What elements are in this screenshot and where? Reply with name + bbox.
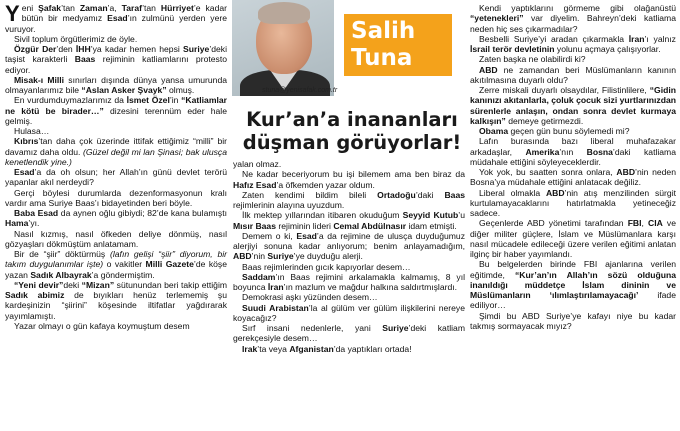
- text-run: ’ta veya: [257, 343, 290, 354]
- text-run: ’a da oh olsun; her Allah’ın günü devlet terörü yapanlar akıl nerdeydi?: [5, 167, 227, 188]
- text-run: İlk mektep yıllarından itibaren okuduğum: [242, 210, 403, 221]
- text-run: ’a göndermiştim.: [91, 269, 155, 280]
- text-run: Saddam: [242, 271, 276, 282]
- text-run: CIA: [648, 218, 663, 229]
- paragraph: [5, 136, 227, 167]
- paragraph: [470, 136, 676, 167]
- text-run: Esad: [107, 13, 128, 24]
- text-run: Yok yok, bu saatten sonra onlara,: [479, 167, 617, 177]
- paragraph: [5, 167, 227, 188]
- text-run: Demokrasi aşkı yüzünden desem…: [242, 292, 378, 303]
- text-run: “yetenekleri”: [470, 13, 524, 24]
- text-run: Baas rejimlerinden gıcık kapıyorlar desem…: [242, 261, 411, 272]
- text-run: Kendi yaptıklarını görmeme gibi olağanüstü: [479, 3, 676, 13]
- text-run: FBI: [627, 218, 642, 229]
- text-run: da aynen oğlu gibiydi; 82’de kana bulamıştı: [58, 208, 227, 218]
- text-run: sınırları dışında dünya yansa umurunda olmayanlarımız bile: [5, 74, 228, 95]
- text-run: ’e kadar bütün bir medyamız: [21, 3, 228, 24]
- paragraph: [5, 321, 227, 331]
- paragraph: [233, 231, 465, 262]
- text-run: Amerika: [525, 146, 560, 157]
- text-run: ve diğer militer güçlere, İslam ve Müslümanlara karşı nasıl mücadele edileceği üzere verilen eğitimi anlatan ilginç bir haber yayımlandı.: [470, 218, 676, 259]
- text-run: ’tan: [142, 3, 161, 13]
- text-run: “Kur’an’ın Allah’ın sözü olduğuna inanıldığı müddetçe İslam dininin ve Müslümanların ‘ılımlaştırılamayacağı’: [470, 269, 676, 300]
- paragraph: [5, 188, 227, 209]
- text-run: Baas: [74, 54, 96, 65]
- text-run: Besbelli Suriye’yi aradan çıkarmakla: [479, 33, 629, 44]
- paragraph: [5, 44, 227, 75]
- headline-line-2: düşman görüyorlar!: [242, 131, 462, 154]
- text-run: Şimdi bu ABD Suriye’ye kafayı niye bu kadar takmış sormayacak mıyız?: [470, 310, 676, 331]
- article-column-1: [5, 3, 227, 331]
- text-run: “Yeni devir”: [14, 279, 64, 290]
- paragraph: [470, 54, 676, 64]
- text-run: ne zamandan beri Müslümanların kanının akıtılmasına duyarlı oldu?: [470, 64, 676, 85]
- text-run: Hafız Esad: [233, 179, 277, 190]
- paragraph: [5, 3, 227, 34]
- text-run: ’ye duyduğu alerji.: [293, 251, 363, 262]
- author-header: [232, 0, 468, 108]
- text-run: İsmet Özel: [126, 95, 170, 106]
- text-run: Lafın burasında bazı liberal muhafazakar arkadaşlar,: [470, 136, 676, 157]
- text-run: ’tan daha çok üzerinde ittifak ettiğimiz “milli” bir davamız daha oldu.: [5, 136, 227, 157]
- article-headline: [236, 108, 468, 154]
- paragraph: [470, 218, 676, 259]
- text-run: ’a,: [107, 3, 122, 13]
- text-run: yalan olmaz.: [233, 159, 282, 169]
- text-run: “Aslan Asker Şvayk”: [81, 85, 167, 95]
- text-run: Esad: [14, 167, 35, 177]
- text-run: (lafın gelişi “şiir” diyorum, bir takım duygulanımlar işte): [5, 249, 227, 270]
- text-run: ’a öfkemden yazar oldum.: [276, 179, 375, 190]
- text-run: ’daki: [415, 189, 445, 200]
- paragraph: [5, 34, 227, 44]
- text-run: ’u: [458, 210, 465, 221]
- paragraph: [233, 169, 465, 190]
- paragraph: [5, 229, 227, 250]
- text-run: Sırf insani nedenlerle, yani: [242, 323, 383, 333]
- text-run: Afganistan: [289, 343, 334, 354]
- author-first-name: Salih: [351, 18, 416, 44]
- text-run: Suriye: [267, 251, 294, 262]
- author-last-name: Tuna: [351, 45, 413, 71]
- paragraph: [233, 262, 465, 272]
- text-run: Zaman: [79, 3, 108, 13]
- text-run: sütunundan beri takip ettiğim: [114, 279, 228, 290]
- text-run: (Güzel değil mi lan Şinasi; bak ulusça kenetlendik yine.): [5, 146, 227, 167]
- text-run: Geçenlerde ABD yönetimi tarafından: [479, 218, 628, 229]
- paragraph: [470, 167, 676, 188]
- paragraph: [470, 34, 676, 55]
- paragraph: [470, 65, 676, 86]
- author-photo: [232, 0, 334, 96]
- text-run: İsrail: [470, 44, 491, 54]
- text-run: geçen gün bunu söylemedi mi?: [508, 126, 630, 136]
- headline-line-1: Kur’an’a inananları: [246, 108, 458, 131]
- text-run: ’la al gülüm ver gülüm ilişkilerini nereye koyacağız?: [233, 302, 465, 323]
- text-run: ’ın zulmünü yerden yere vuruyor.: [5, 13, 227, 34]
- text-run: Bosna: [586, 146, 613, 157]
- drop-cap: Y: [5, 1, 20, 26]
- paragraph: [470, 126, 676, 136]
- text-run: ’nin neden Bosna’ya müdahale ettiğini anlatacak değiliz.: [470, 167, 676, 188]
- text-run: o vakitler: [103, 259, 146, 270]
- text-run: ifade ediliyor…: [470, 290, 676, 311]
- paragraph: [233, 210, 465, 231]
- text-run: Ortadoğu: [377, 189, 416, 200]
- paragraph: [5, 95, 227, 126]
- text-run: rejiminin lideri: [276, 220, 334, 231]
- text-run: Irak: [242, 343, 258, 354]
- text-run: Hulasa…: [14, 126, 50, 136]
- text-run: ’a da rejimine de ulusça duyduğumuz alerjiyi sonuna kadar anlıyorum; benim anlayamadığım,: [233, 230, 465, 251]
- text-run: Suriye: [183, 44, 210, 54]
- text-run: rejiminin katliamlarını protesto ediyor.: [5, 54, 227, 75]
- text-run: Bu belgelerden birinde FBI ajanlarına verilen eğitimde,: [470, 259, 676, 280]
- text-run: Liberal olmakla: [479, 187, 546, 198]
- text-run: var diyelim. Bahreyn’deki katliama neden hiç ses çıkarmadılar?: [470, 13, 676, 34]
- text-run: Gerçi böylesi durumlarda dezenformasyonun kralı vardır ama Suriye Baas’ı bidayetinden beri böyle.: [5, 187, 227, 208]
- text-run: Sadık Albayrak: [30, 269, 92, 280]
- text-run: Zaten kendimi bildim bileli: [242, 189, 378, 200]
- paragraph: [233, 190, 465, 211]
- text-run: rejimlerinin alayına uyuzdum.: [233, 200, 345, 210]
- text-run: ABD: [479, 64, 498, 75]
- text-run: Taraf: [121, 3, 143, 13]
- text-run: ’nin atış menzilinden sürgit kurtulamayacaklarını hatırlatmakla yetineceğiz sadece.: [470, 187, 676, 218]
- text-run: ’nın: [559, 146, 587, 157]
- text-run: Ne kadar beceriyorum bu işi bilemem ama ben biraz da: [242, 169, 465, 180]
- text-run: Baas: [444, 189, 466, 200]
- text-run: Misak-ı Milli: [14, 74, 65, 85]
- text-run: dizesini terennüm eder hale gelmiş.: [5, 105, 227, 126]
- text-run: İran: [628, 33, 645, 44]
- text-run: ’ın Baas rejimini arkalamakla kalmamış, 8 yıl boyunca: [233, 271, 465, 292]
- paragraph: [233, 344, 465, 354]
- text-run: Yazar olmayı o gün kafaya koymuştum desem: [14, 320, 190, 331]
- text-run: ’daki katliama müdahale ettiğini söyleyeceklerdir.: [470, 146, 676, 167]
- paragraph: [233, 272, 465, 293]
- text-run: “Gidin kanınızı akıtanlarla, çoluk çocuk sizi yurtlarınızdan sürenlerle anlaşın, ondan sonra devlet kurmaya kalkışın”: [470, 85, 676, 126]
- text-run: ’ın mazlum ve mağdur halkına saldırtmışlardı.: [283, 282, 458, 292]
- text-run: eni: [21, 3, 39, 13]
- text-run: terör devletinin: [492, 44, 555, 54]
- text-run: Suriye: [382, 323, 409, 333]
- text-run: idam etmişti.: [406, 220, 457, 231]
- text-run: Baba Esad: [14, 208, 59, 218]
- paragraph: [470, 259, 676, 310]
- paragraph: [5, 208, 227, 229]
- text-run: de bıyıkları henüz terlememiş şu kardeşinizin “şiirini” köşesinde iltifatlar yağdırarak yayımlamıştı.: [5, 290, 227, 321]
- paragraph: [233, 292, 465, 302]
- text-run: İran: [267, 282, 284, 292]
- text-run: İHH: [75, 44, 91, 54]
- paragraph: [470, 3, 676, 34]
- text-run: ’tan: [61, 3, 80, 13]
- text-run: ABD: [233, 251, 252, 262]
- text-run: Sadık abimiz: [5, 290, 65, 300]
- paragraph: [5, 126, 227, 136]
- text-run: ’ı yalnız: [644, 33, 676, 44]
- paragraph: [5, 249, 227, 280]
- text-run: ’den: [56, 44, 76, 54]
- text-run: ’de köşe yazan: [5, 259, 227, 280]
- text-run: Zaten başka ne olabilirdi ki?: [479, 54, 586, 65]
- text-run: ABD: [545, 187, 565, 198]
- text-run: Zerre miskali duyarlı olsaydılar, Filistinlilere,: [479, 85, 650, 95]
- text-run: Hürriyet: [160, 3, 194, 13]
- text-run: “Mizan”: [81, 279, 115, 290]
- text-run: Seyyid Kutub: [402, 210, 459, 221]
- article-column-2: [233, 159, 465, 354]
- author-email: stuna@yenisafak.com.tr: [262, 87, 338, 94]
- text-run: Suudi Arabistan: [242, 302, 309, 313]
- text-run: Sivil toplum örgütlerimiz de öyle.: [14, 33, 138, 44]
- text-run: Nasıl kızmış, nasıl öfkeden deliye dönmüş, nasıl gözyaşları dökmüştüm anlatamam.: [5, 228, 227, 249]
- author-name-box: [344, 14, 452, 76]
- text-run: Demem o ki,: [242, 230, 297, 241]
- text-run: ’deki katliam gerekçesiyle desem…: [233, 323, 465, 344]
- text-run: ABD: [616, 167, 636, 177]
- paragraph: [5, 280, 227, 321]
- text-run: ’in: [169, 95, 182, 106]
- text-run: Hama: [5, 218, 29, 229]
- text-run: ’deki taşist karakterli: [5, 44, 227, 65]
- paragraph: [5, 75, 227, 96]
- text-run: Kıbrıs: [14, 136, 39, 147]
- paragraph: [470, 85, 676, 126]
- article-column-3: [470, 3, 676, 331]
- text-run: Milli Gazete: [145, 259, 194, 270]
- text-run: ’nin: [251, 251, 268, 262]
- text-run: ’yı.: [28, 218, 40, 229]
- text-run: olmuş.: [166, 85, 195, 95]
- text-run: Mısır Baas: [233, 220, 276, 231]
- text-run: “Katliamlar ne kötü be birader…”: [5, 95, 227, 116]
- text-run: demeye getirmezdi.: [505, 115, 584, 126]
- paragraph: [233, 159, 465, 169]
- text-run: Özgür Der: [14, 44, 57, 54]
- text-run: Cemal Abdülnasır: [333, 220, 407, 231]
- paragraph: [233, 323, 465, 344]
- paragraph: [233, 303, 465, 324]
- text-run: ’ya kadar hemen hepsi: [90, 44, 184, 54]
- text-run: En vurdumduymazlarımız da: [14, 95, 127, 106]
- text-run: Obama: [479, 126, 509, 136]
- text-run: Esad: [296, 230, 317, 241]
- text-run: Bir de “şiir” döktürmüş: [14, 249, 110, 259]
- paragraph: [470, 188, 676, 219]
- text-run: ,: [641, 218, 649, 229]
- text-run: ’da yaptıkları ortada!: [333, 343, 412, 354]
- text-run: Şafak: [38, 3, 62, 13]
- text-run: deki: [63, 279, 82, 290]
- paragraph: [470, 311, 676, 332]
- text-run: yolunu açmaya çalışıyorlar.: [554, 44, 661, 54]
